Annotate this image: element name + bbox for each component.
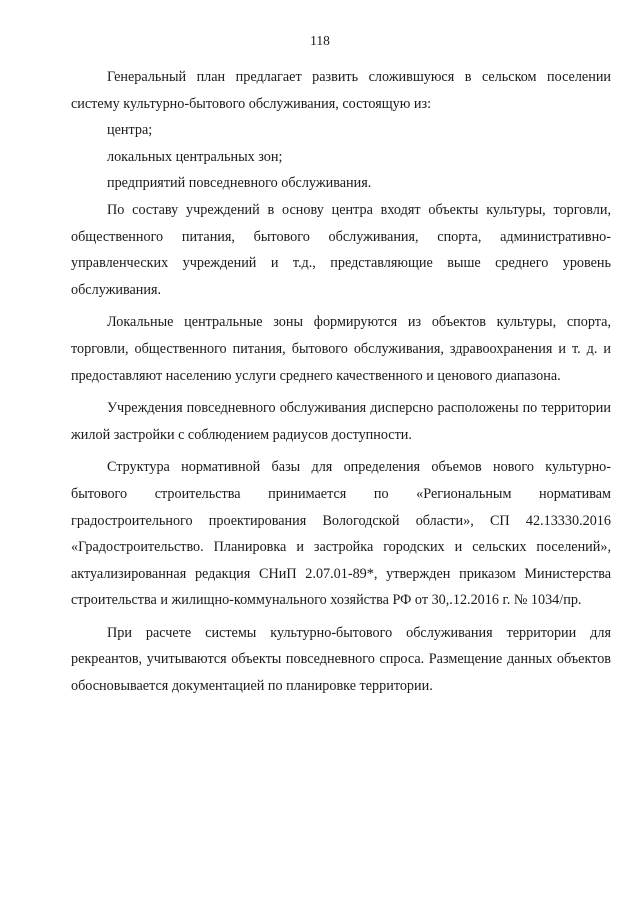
- list-item-daily-services: предприятий повседневного обслуживания.: [107, 175, 372, 192]
- paragraph-intro: Генеральный план предлагает развить сложившуюся в сельском поселении систему культурно-бытового обслуживания, состоящую из:: [71, 69, 611, 112]
- paragraph-center-composition: По составу учреждений в основу центра входят объекты культуры, торговли, общественного питания, бытового обслуживания, спорта, административно-управленческих учреждений и т.д., представляющие выше среднего уровень обслуживания.: [71, 201, 611, 298]
- paragraph-local-zones: Локальные центральные зоны формируются из объектов культуры, спорта, торговли, общественного питания, бытового обслуживания, здравоохранения и т. д. и предоставляют населению услуги среднего качественного и ценового диапазона.: [71, 314, 611, 384]
- paragraph-recreants: При расчете системы культурно-бытового обслуживания территории для рекреантов, учитываются объекты повседневного спроса. Размещение данных объектов обосновывается документацией по планировке территории.: [71, 624, 611, 695]
- paragraph-daily-services: Учреждения повседневного обслуживания дисперсно расположены по территории жилой застройки с соблюдением радиусов доступности.: [71, 400, 611, 443]
- document-body: [71, 64, 611, 706]
- page-number: 118: [310, 33, 330, 48]
- paragraph-normative-base: Структура нормативной базы для определения объемов нового культурно-бытового строительства принимается по «Региональным нормативам градостроительного проектирования Вологодской области», СП 42.13330.2016 «Градостроительство. Планировка и застройка городских и сельских поселений», актуализированная редакция СНиП 2.07.01-89*, утвержден приказом Министерства строительства и жилищно-коммунального хозяйства РФ от 30,.12.2016 г. № 1034/пр.: [71, 459, 611, 609]
- list-item-local-zones: локальных центральных зон;: [107, 148, 283, 165]
- list-item-center: центра;: [107, 122, 153, 139]
